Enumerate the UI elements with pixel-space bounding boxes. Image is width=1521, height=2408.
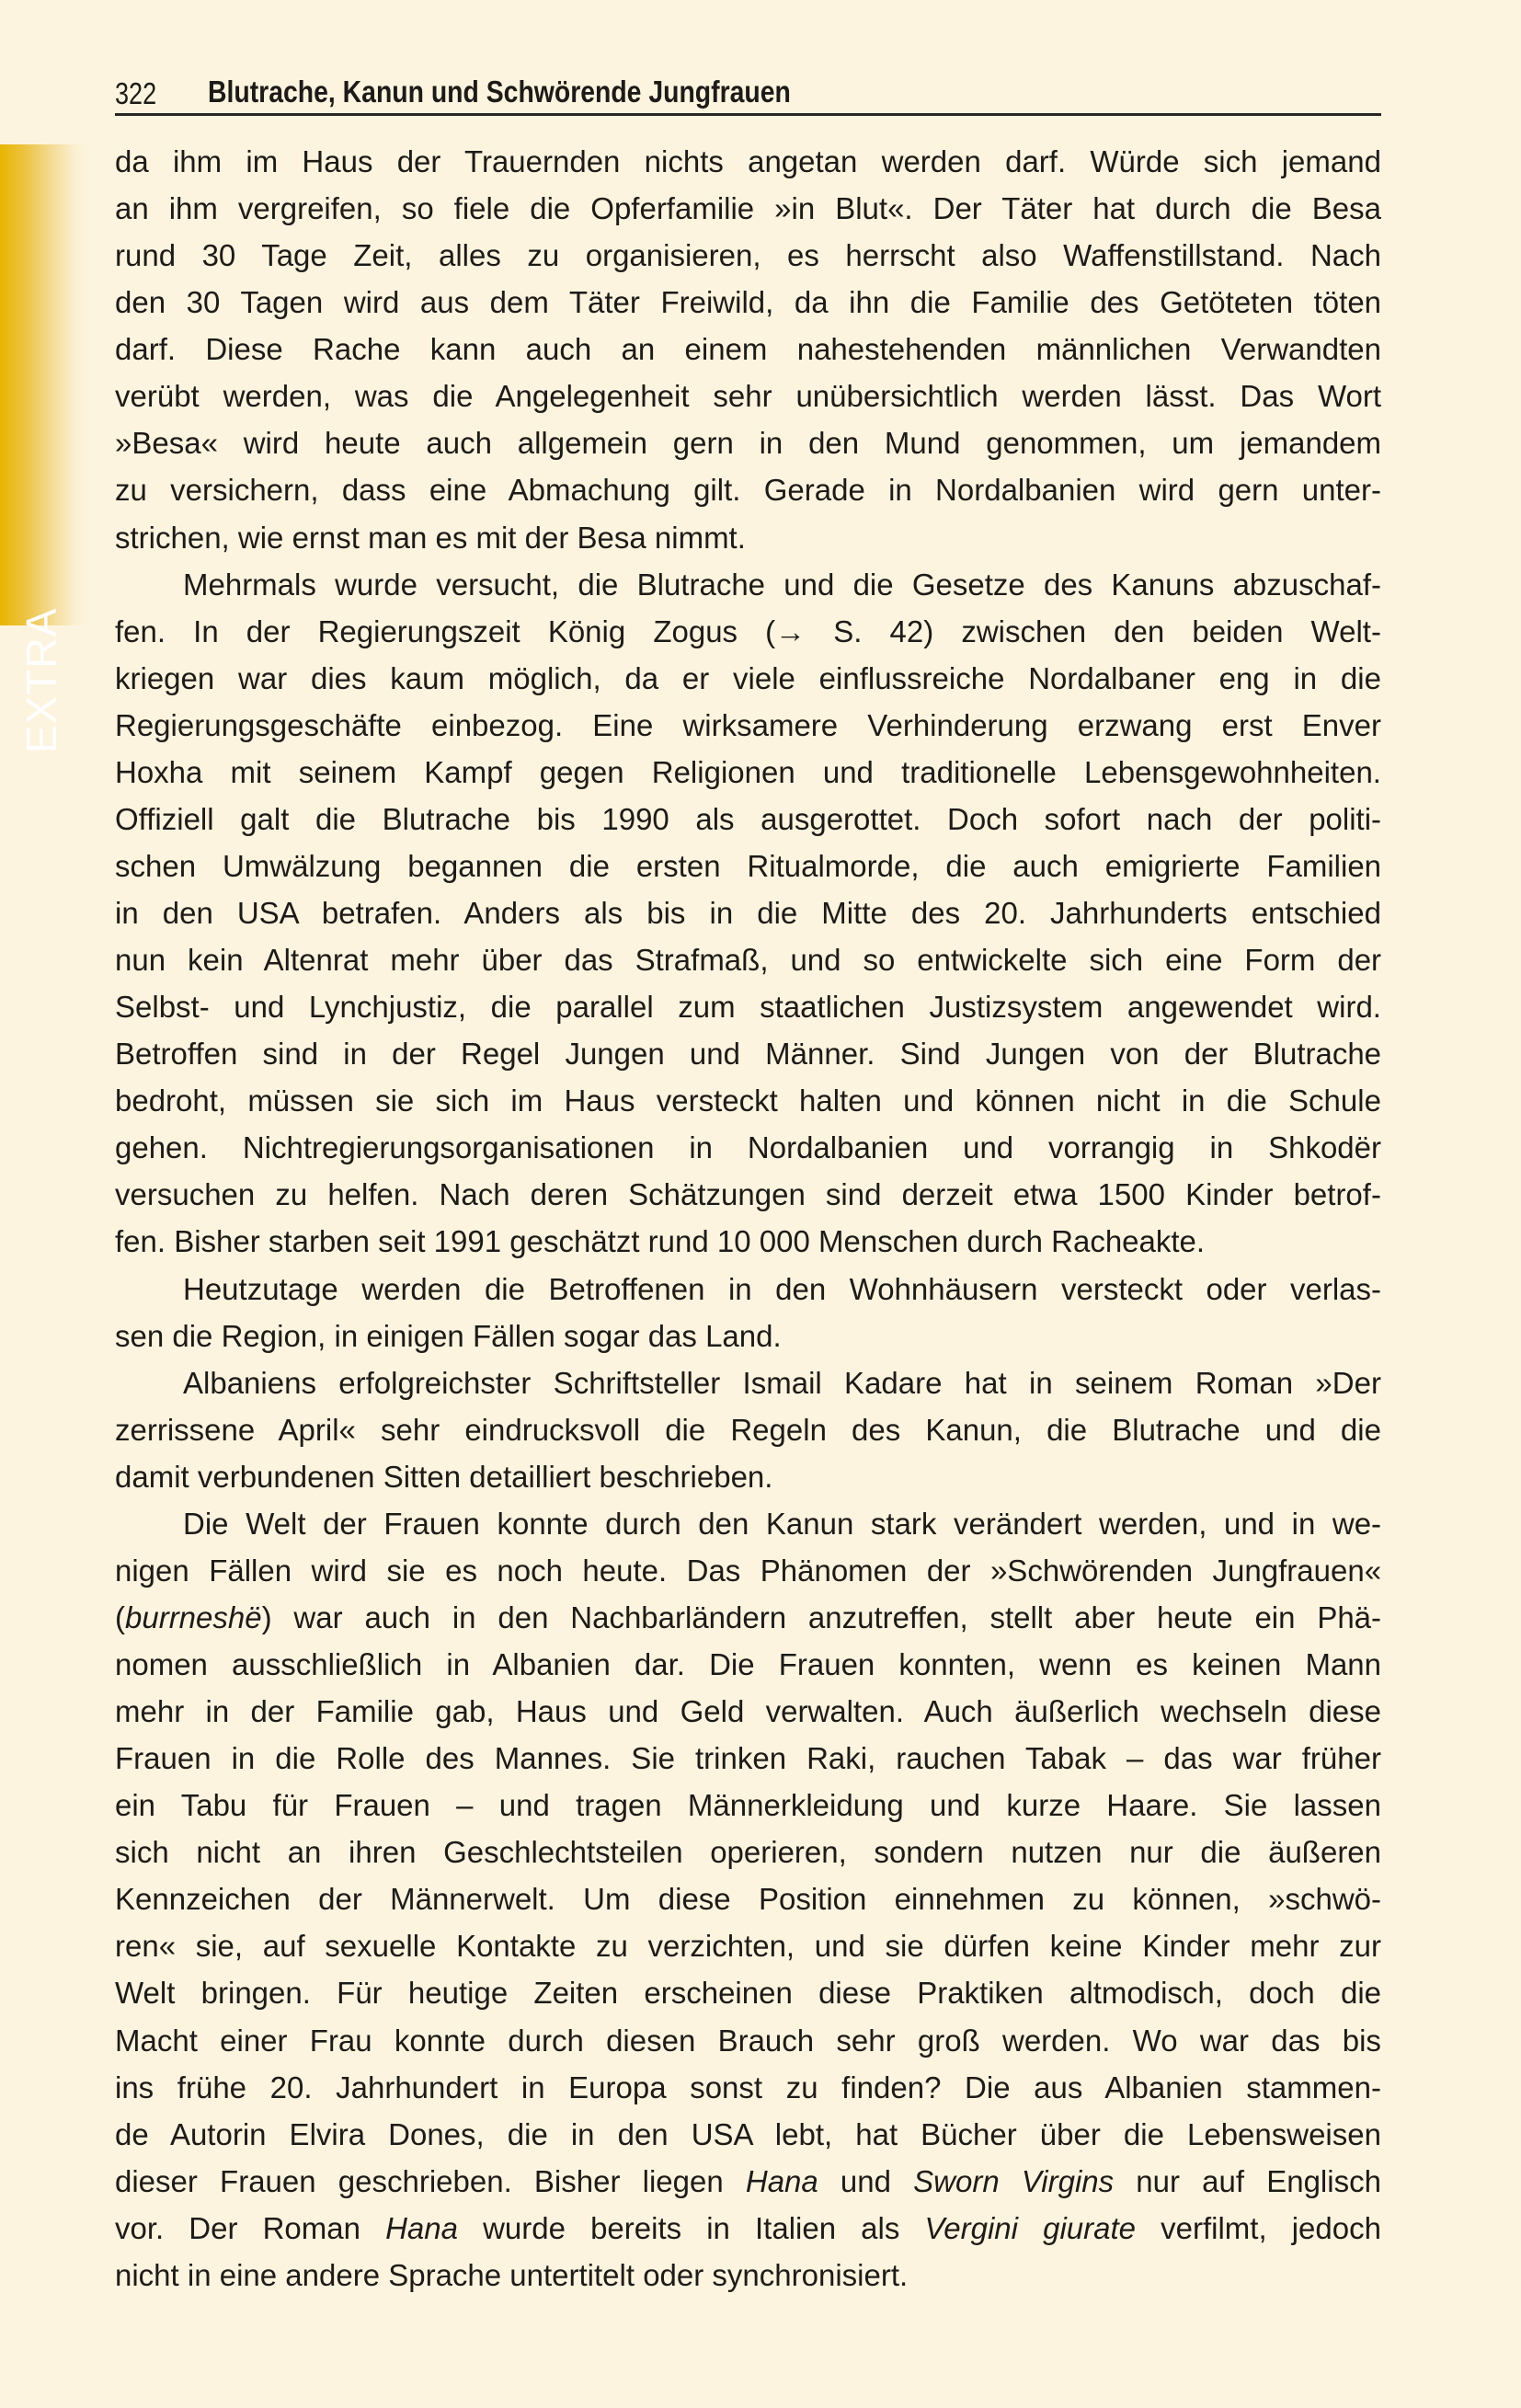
- text-line: [115, 232, 1381, 279]
- line-content: [115, 1829, 1381, 1875]
- text-line: [115, 1829, 1381, 1875]
- text-line: [115, 655, 1381, 702]
- text-segment: ren« sie, auf sexuelle Kontakte zu verzichten, und sie dürfen keine Kinder mehr zur: [115, 1929, 1381, 1964]
- text-line: [115, 2252, 1381, 2299]
- line-content: [115, 373, 1381, 419]
- text-segment: de Autorin Elvira Dones, die in den USA lebt, hat Bücher über die Lebensweisen: [115, 2116, 1381, 2151]
- text-segment: »Besa« wird heute auch allgemein gern in den Mund genommen, um jemandem: [115, 426, 1382, 461]
- line-content: [115, 2158, 1381, 2205]
- text-segment: verübt werden, was die Angelegenheit sehr unübersichtlich werden lässt. Das Wort: [115, 379, 1382, 414]
- text-segment: mehr in der Familie gab, Haus und Geld verwalten. Auch äußerlich wechseln diese: [115, 1694, 1381, 1729]
- italic-text: Hana: [385, 2210, 458, 2245]
- text-line: [115, 2205, 1381, 2252]
- body-text: [115, 138, 1381, 2299]
- text-segment: in den USA betrafen. Anders als bis in die Mitte des 20. Jahrhunderts entschied: [115, 896, 1381, 930]
- extra-section-tab: [0, 144, 87, 753]
- line-content: [115, 1218, 1205, 1265]
- text-segment: an ihm vergreifen, so fiele die Opferfamilie »in Blut«. Der Täter hat durch die Besa: [115, 191, 1381, 226]
- line-content: [115, 2064, 1381, 2111]
- text-segment: den 30 Tagen wird aus dem Täter Freiwild, da ihn die Familie des Getöteten töten: [115, 285, 1382, 320]
- line-content: [115, 702, 1381, 749]
- text-line: [115, 466, 1381, 513]
- line-content: [115, 1406, 1381, 1453]
- text-line: [115, 608, 1381, 655]
- text-line: [115, 1735, 1381, 1782]
- text-segment: sen die Region, in einigen Fällen sogar das Land.: [115, 1318, 782, 1353]
- text-segment: (: [115, 1600, 125, 1634]
- line-content: [149, 1266, 1381, 1313]
- text-segment: Frauen in die Rolle des Mannes. Sie trinken Raki, rauchen Tabak – das war früher: [115, 1741, 1381, 1776]
- text-line: [115, 1922, 1381, 1969]
- text-line: [115, 2017, 1381, 2064]
- text-segment: nomen ausschließlich in Albanien dar. Die Frauen konnten, wenn es keinen Mann: [115, 1647, 1382, 1681]
- text-line: [115, 1313, 1381, 1359]
- text-line: [115, 279, 1381, 326]
- text-line: [115, 373, 1381, 419]
- italic-text: Sworn Virgins: [913, 2163, 1115, 2198]
- text-line: [115, 1500, 1381, 1547]
- line-content: [115, 1641, 1381, 1688]
- running-title: Blutrache, Kanun und Schwörende Jungfrauen: [208, 75, 791, 109]
- text-line: [115, 1406, 1381, 1453]
- text-segment: Welt bringen. Für heutige Zeiten erscheinen diese Praktiken altmodisch, doch die: [115, 1976, 1382, 2011]
- text-segment: Albaniens erfolgreichster Schriftsteller Ismail Kadare hat in seinem Roman »Der: [183, 1365, 1381, 1400]
- text-line: [115, 1969, 1381, 2016]
- line-content: [115, 608, 1381, 655]
- line-content: [115, 279, 1381, 326]
- text-line: [115, 326, 1381, 373]
- text-segment: Hoxha mit seinem Kampf gegen Religionen und traditionelle Lebensgewohnheiten.: [115, 754, 1381, 789]
- line-content: [115, 655, 1381, 702]
- text-segment: verfilmt, jedoch: [1136, 2210, 1381, 2245]
- text-segment: zerrissene April« sehr eindrucksvoll die Regeln des Kanun, die Blutrache und die: [115, 1412, 1381, 1447]
- text-segment: zu versichern, dass eine Abmachung gilt. Gerade in Nordalbanien wird gern unter-: [115, 473, 1381, 508]
- line-content: [115, 1594, 1381, 1641]
- line-content: [115, 1171, 1381, 1218]
- text-line: [115, 138, 1381, 185]
- line-content: [115, 1922, 1381, 1969]
- text-line: [115, 936, 1381, 983]
- text-segment: rund 30 Tage Zeit, alles zu organisieren, es herrscht also Waffenstillstand. Nach: [115, 238, 1382, 273]
- line-content: [115, 2111, 1381, 2158]
- text-segment: ) war auch in den Nachbarländern anzutreffen, stellt aber heute ein Phä-: [261, 1600, 1382, 1634]
- line-content: [115, 889, 1381, 936]
- italic-text: Vergini giurate: [924, 2210, 1136, 2245]
- text-line: [115, 1077, 1381, 1124]
- line-content: [115, 185, 1381, 232]
- text-segment: sich nicht an ihren Geschlechtsteilen operieren, sondern nutzen nur die äußeren: [115, 1835, 1382, 1870]
- text-line: [115, 1218, 1381, 1265]
- text-segment: Regierungsgeschäfte einbezog. Eine wirksamere Verhinderung erzwang erst Enver: [115, 707, 1381, 742]
- text-segment: gehen. Nichtregierungsorganisationen in Nordalbanien und vorrangig in Shkodër: [115, 1130, 1381, 1165]
- line-content: [115, 936, 1381, 983]
- text-line: [115, 185, 1381, 232]
- text-segment: versuchen zu helfen. Nach deren Schätzungen sind derzeit etwa 1500 Kinder betrof-: [115, 1177, 1381, 1212]
- text-line: [115, 2064, 1381, 2111]
- text-line: [115, 419, 1381, 466]
- line-content: [149, 561, 1381, 608]
- line-content: [115, 138, 1381, 185]
- line-content: [115, 466, 1381, 513]
- text-line: [115, 702, 1381, 749]
- line-content: [115, 419, 1381, 466]
- line-content: [149, 1359, 1381, 1406]
- line-content: [149, 1500, 1381, 1547]
- line-content: [115, 1547, 1381, 1594]
- text-segment: nigen Fällen wird sie es noch heute. Das Phänomen der »Schwörenden Jungfrauen«: [115, 1553, 1382, 1588]
- text-line: [115, 1030, 1381, 1077]
- text-segment: Betroffen sind in der Regel Jungen und Männer. Sind Jungen von der Blutrache: [115, 1037, 1382, 1072]
- text-segment: nicht in eine andere Sprache untertitelt oder synchronisiert.: [115, 2257, 909, 2292]
- text-segment: Offiziell galt die Blutrache bis 1990 als ausgerottet. Doch sofort nach der politi-: [115, 801, 1382, 836]
- line-content: [115, 514, 746, 561]
- text-segment: wurde bereits in Italien als: [457, 2210, 925, 2245]
- line-content: [115, 1124, 1381, 1171]
- text-line: [115, 1547, 1381, 1594]
- line-content: [115, 796, 1381, 843]
- line-content: [115, 983, 1381, 1030]
- paragraph: [115, 1500, 1381, 2299]
- italic-text: burrneshë: [125, 1600, 262, 1634]
- line-content: [115, 1875, 1381, 1922]
- text-segment: fen. Bisher starben seit 1991 geschätzt rund 10 000 Menschen durch Racheakte.: [115, 1224, 1206, 1259]
- text-segment: nun kein Altenrat mehr über das Strafmaß, und so entwickelte sich eine Form der: [115, 943, 1382, 978]
- text-line: [115, 514, 1381, 561]
- text-line: [115, 1359, 1381, 1406]
- page-header: [115, 74, 1381, 116]
- text-line: [115, 843, 1381, 889]
- text-line: [115, 1266, 1381, 1313]
- line-content: [115, 843, 1381, 889]
- text-segment: strichen, wie ernst man es mit der Besa nimmt.: [115, 520, 746, 555]
- text-line: [115, 889, 1381, 936]
- text-line: [115, 1124, 1381, 1171]
- line-content: [115, 749, 1381, 796]
- text-line: [115, 2158, 1381, 2205]
- text-segment: Mehrmals wurde versucht, die Blutrache und die Gesetze des Kanuns abzuschaf-: [183, 567, 1382, 602]
- text-segment: fen. In der Regierungszeit König Zogus (→ S. 42) zwischen den beiden Welt-: [115, 613, 1381, 648]
- paragraph: [115, 138, 1381, 561]
- text-line: [115, 1171, 1381, 1218]
- line-content: [115, 326, 1381, 373]
- text-line: [115, 1688, 1381, 1735]
- text-segment: nur auf Englisch: [1114, 2163, 1381, 2198]
- text-segment: da ihm im Haus der Trauernden nichts angetan werden darf. Würde sich jemand: [115, 144, 1381, 178]
- text-segment: und: [818, 2163, 914, 2198]
- text-segment: ins frühe 20. Jahrhundert in Europa sonst zu finden? Die aus Albanien stammen-: [115, 2070, 1381, 2104]
- text-segment: vor. Der Roman: [115, 2210, 386, 2245]
- line-content: [115, 2205, 1381, 2252]
- line-content: [115, 1969, 1381, 2016]
- text-line: [115, 983, 1381, 1030]
- line-content: [115, 1030, 1381, 1077]
- text-segment: bedroht, müssen sie sich im Haus versteckt halten und können nicht in die Schule: [115, 1084, 1381, 1118]
- line-content: [115, 1688, 1381, 1735]
- italic-text: Hana: [745, 2163, 818, 2198]
- line-content: [115, 1077, 1381, 1124]
- text-segment: Heutzutage werden die Betroffenen in den Wohnhäusern versteckt oder verlas-: [183, 1271, 1382, 1306]
- text-line: [115, 561, 1381, 608]
- text-segment: kriegen war dies kaum möglich, da er viele einflussreiche Nordalbaner eng in die: [115, 660, 1381, 695]
- text-line: [115, 1453, 1381, 1500]
- line-content: [115, 1782, 1381, 1829]
- text-segment: Die Welt der Frauen konnte durch den Kanun stark verändert werden, und in we-: [183, 1506, 1382, 1541]
- text-line: [115, 1782, 1381, 1829]
- text-segment: schen Umwälzung begannen die ersten Ritualmorde, die auch emigrierte Familien: [115, 848, 1382, 883]
- line-content: [115, 2017, 1381, 2064]
- text-segment: dieser Frauen geschrieben. Bisher liegen: [115, 2163, 746, 2198]
- text-segment: Selbst- und Lynchjustiz, die parallel zum staatlichen Justizsystem angewendet wird.: [115, 990, 1381, 1025]
- extra-tab-label: EXTRA: [17, 607, 65, 753]
- paragraph: [115, 1359, 1381, 1500]
- text-line: [115, 1594, 1381, 1641]
- text-line: [115, 796, 1381, 843]
- page-number: 322: [115, 76, 157, 110]
- text-line: [115, 2111, 1381, 2158]
- line-content: [115, 232, 1381, 279]
- text-segment: Kennzeichen der Männerwelt. Um diese Position einnehmen zu können, »schwö-: [115, 1882, 1382, 1917]
- paragraph: [115, 561, 1381, 1266]
- paragraph: [115, 1266, 1381, 1359]
- line-content: [115, 1735, 1381, 1782]
- text-segment: darf. Diese Rache kann auch an einem nahestehenden männlichen Verwandten: [115, 332, 1381, 367]
- text-line: [115, 1641, 1381, 1688]
- text-line: [115, 749, 1381, 796]
- text-segment: damit verbundenen Sitten detailliert beschrieben.: [115, 1459, 773, 1494]
- line-content: [115, 2252, 908, 2299]
- text-segment: ein Tabu für Frauen – und tragen Männerkleidung und kurze Haare. Sie lassen: [115, 1788, 1381, 1823]
- line-content: [115, 1313, 782, 1359]
- text-line: [115, 1875, 1381, 1922]
- text-segment: Macht einer Frau konnte durch diesen Brauch sehr groß werden. Wo war das bis: [115, 2023, 1381, 2058]
- line-content: [115, 1453, 772, 1500]
